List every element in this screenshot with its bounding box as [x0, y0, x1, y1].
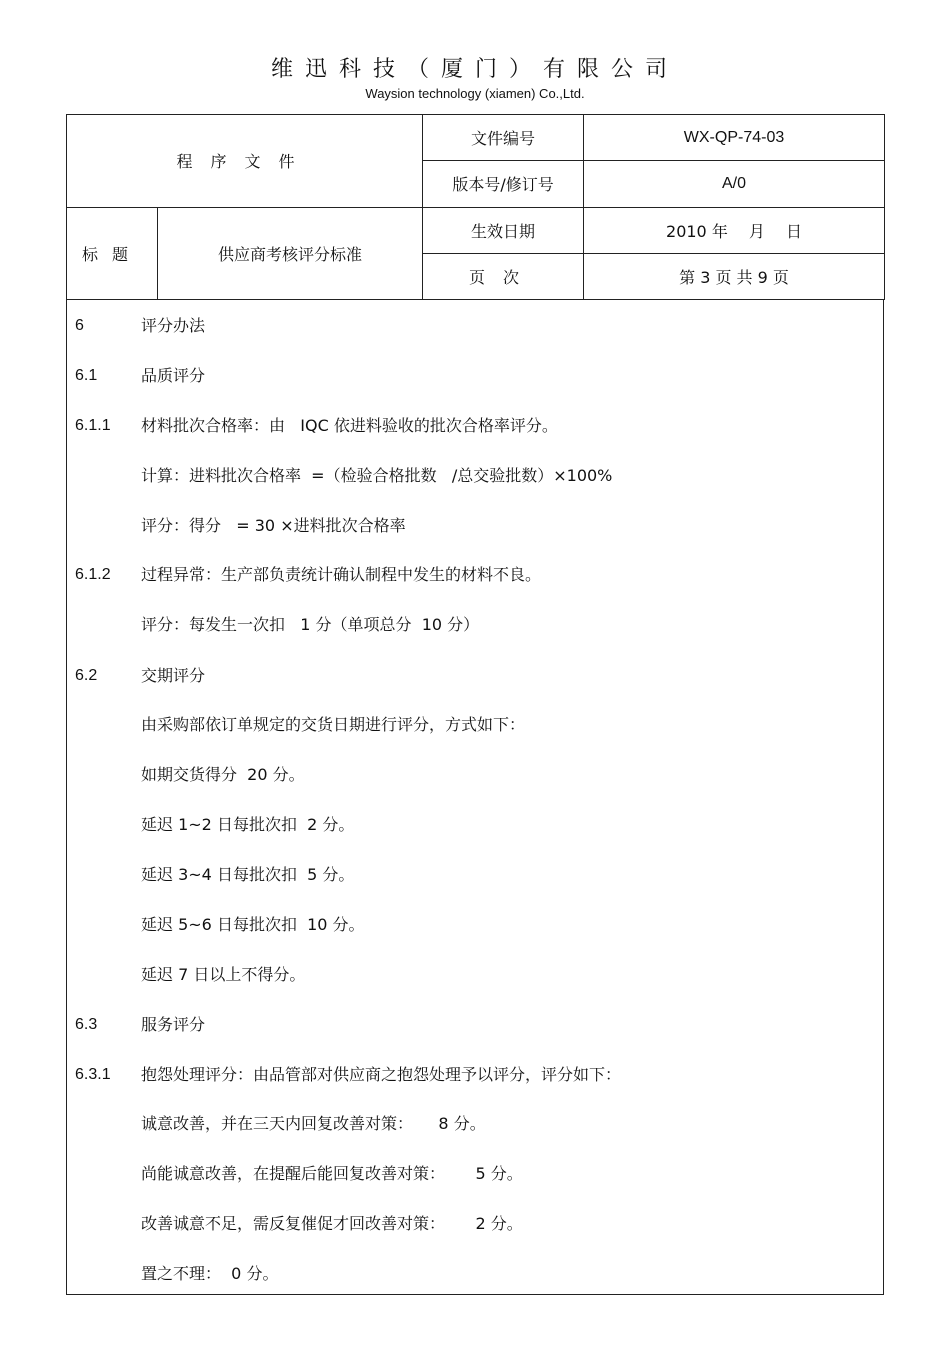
content-box [66, 300, 884, 1295]
document-header-table [66, 114, 885, 300]
section-text: 评分：得分 = 30 ×进料批次合格率 [141, 516, 406, 535]
title-value: 供应商考核评分标准 [158, 207, 423, 300]
doc-type-cell: 程序文件 [67, 115, 423, 208]
section-text: 交期评分 [141, 666, 206, 685]
section-number: 6.1.1 [75, 417, 111, 434]
section-text: 过程异常：生产部负责统计确认制程中发生的材料不良。 [141, 565, 542, 584]
effective-date-value: 2010 年 月 日 [584, 207, 885, 253]
section-text: 诚意改善，并在三天内回复改善对策： 8 分。 [141, 1114, 486, 1133]
section-number: 6.1 [75, 367, 98, 384]
section-text: 延迟 5~6 日每批次扣 10 分。 [141, 915, 365, 934]
company-name-cn: 维迅科技（厦门）有限公司 [270, 57, 679, 82]
page-label: 页次 [423, 253, 584, 299]
section-text: 延迟 7 日以上不得分。 [141, 965, 306, 984]
page-value: 第 3 页 共 9 页 [584, 253, 885, 299]
section-number: 6 [75, 317, 84, 334]
section-text: 置之不理： 0 分。 [141, 1264, 279, 1283]
doc-no-label: 文件编号 [423, 115, 584, 161]
section-text: 延迟 1~2 日每批次扣 2 分。 [141, 815, 355, 834]
section-text: 品质评分 [141, 366, 206, 385]
section-text: 改善诚意不足，需反复催促才回改善对策： 2 分。 [141, 1214, 523, 1233]
section-number: 6.2 [75, 667, 98, 684]
effective-date-label: 生效日期 [423, 207, 584, 253]
section-number: 6.1.2 [75, 566, 111, 583]
version-label: 版本号/修订号 [423, 161, 584, 207]
section-text: 评分：每发生一次扣 1 分（单项总分 10 分） [141, 615, 480, 634]
section-text: 尚能诚意改善，在提醒后能回复改善对策： 5 分。 [141, 1164, 523, 1183]
version-value: A/0 [584, 161, 885, 207]
section-text: 如期交货得分 20 分。 [141, 765, 305, 784]
section-number: 6.3.1 [75, 1066, 111, 1083]
title-label: 标题 [67, 207, 158, 300]
doc-no-value: WX-QP-74-03 [584, 115, 885, 161]
section-text: 抱怨处理评分：由品管部对供应商之抱怨处理予以评分，评分如下： [141, 1065, 622, 1084]
section-text: 材料批次合格率：由 IQC 依进料验收的批次合格率评分。 [141, 416, 558, 435]
section-text: 延迟 3~4 日每批次扣 5 分。 [141, 865, 355, 884]
section-text: 服务评分 [141, 1015, 206, 1034]
section-text: 计算：进料批次合格率 =（检验合格批数 /总交验批数）×100% [141, 466, 613, 485]
section-number: 6.3 [75, 1016, 98, 1033]
section-text: 评分办法 [141, 316, 206, 335]
section-text: 由采购部依订单规定的交货日期进行评分，方式如下： [141, 715, 526, 734]
company-name-en: Waysion technology (xiamen) Co.,Ltd. [365, 86, 585, 101]
